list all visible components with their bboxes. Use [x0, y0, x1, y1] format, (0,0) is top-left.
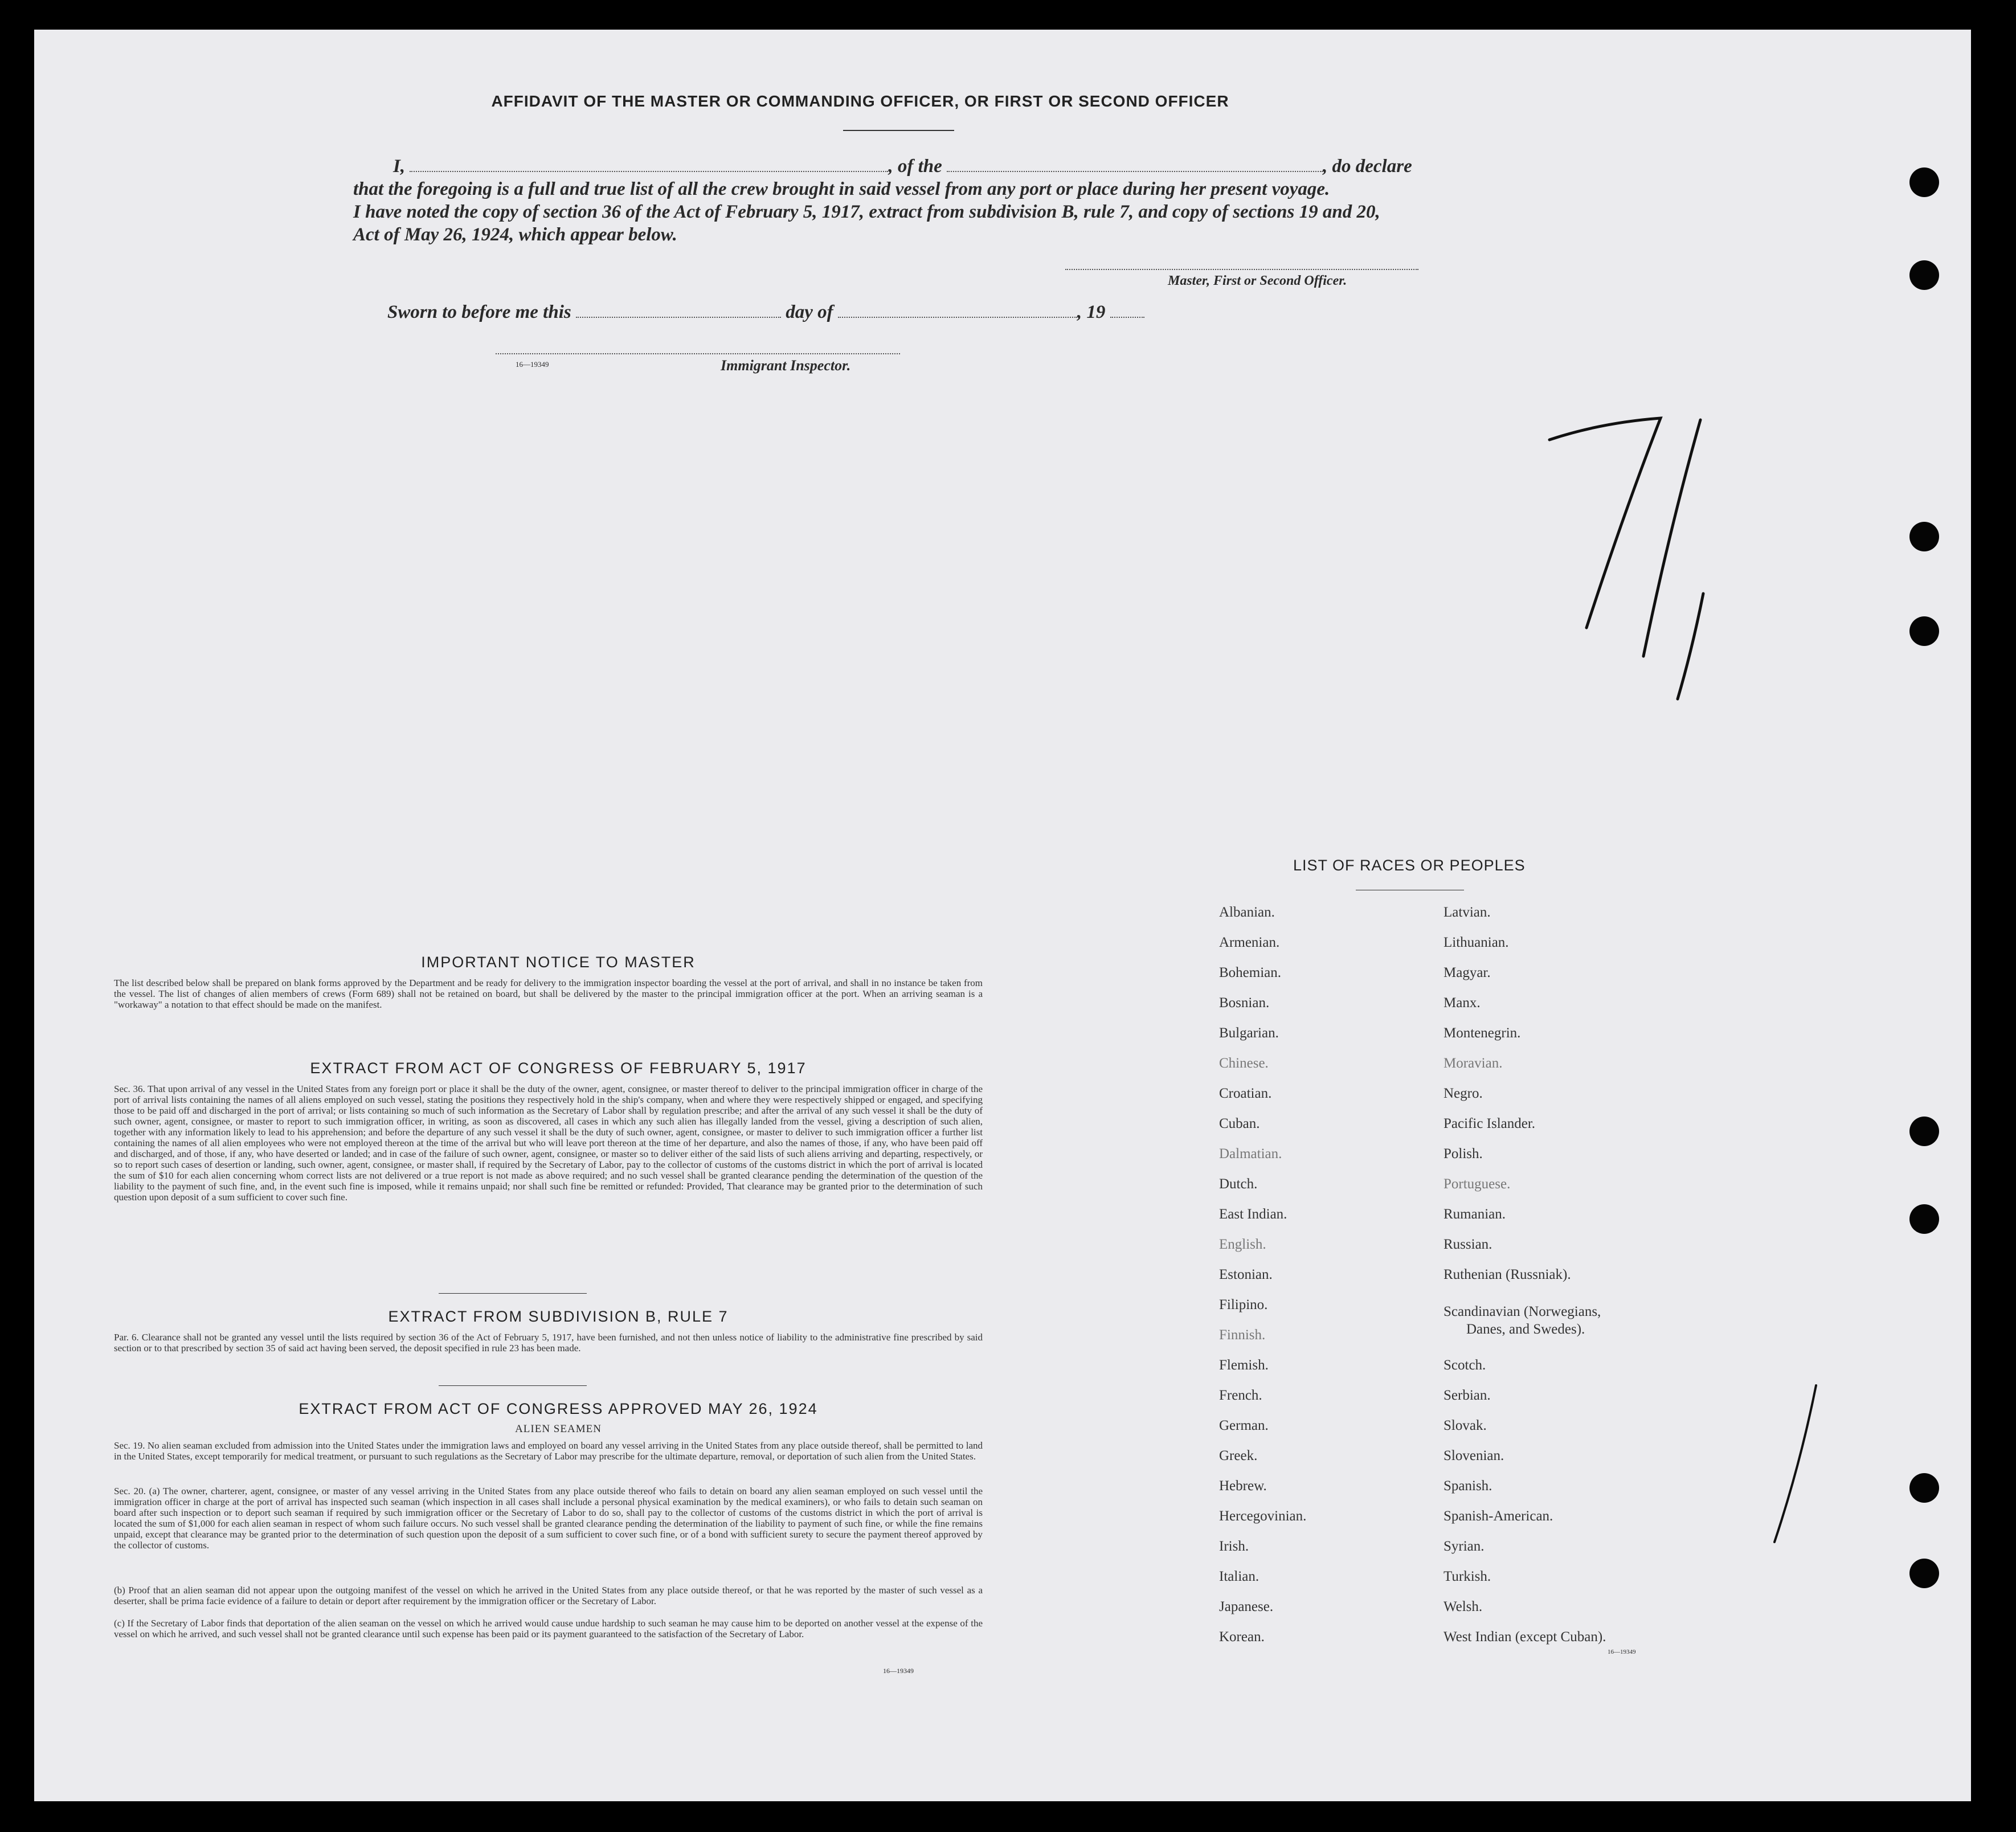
- form-number-bottom-left: 16—19349: [883, 1667, 914, 1675]
- race-item: Ruthenian (Russniak).: [1443, 1267, 1571, 1282]
- race-item: Slovak.: [1443, 1418, 1487, 1433]
- day-of-text: day of: [786, 302, 833, 322]
- name-blank: [410, 171, 888, 172]
- divider-1: [439, 1293, 587, 1294]
- inspector-line: [496, 353, 900, 354]
- race-item: Welsh.: [1443, 1599, 1483, 1614]
- race-item: Korean.: [1219, 1629, 1265, 1645]
- race-item: Dalmatian.: [1219, 1146, 1282, 1162]
- divider-2: [439, 1385, 587, 1386]
- race-item: Negro.: [1443, 1086, 1483, 1101]
- handwritten-number: [1532, 383, 1772, 747]
- race-item: Slovenian.: [1443, 1448, 1504, 1463]
- race-item: German.: [1219, 1418, 1269, 1433]
- affidavit-do-declare: , do declare: [1323, 156, 1412, 177]
- race-item: Estonian.: [1219, 1267, 1273, 1282]
- inspector-label: Immigrant Inspector.: [721, 357, 851, 374]
- punch-hole: [1909, 260, 1939, 290]
- month-blank: [838, 317, 1077, 318]
- race-item: Armenian.: [1219, 935, 1280, 950]
- notice-body: The list described below shall be prepared on blank forms approved by the Department and be ready for delivery to the immigration inspector boarding the vessel at the port of arrival, and shall in no instance be taken from the vessel. The list of changes of alien members of crews (Form 689) shall not be retained on board, but shall be delivered by the master to the principal immigration officer at the port. When an arriving seaman is a "workaway" a notation to that effect should be made on the manifest.: [114, 978, 983, 1010]
- affidavit-i: I,: [393, 156, 406, 177]
- day-blank: [576, 317, 781, 318]
- race-item: West Indian (except Cuban).: [1443, 1629, 1606, 1645]
- extract-1917-body: Sec. 36. That upon arrival of any vessel in the United States from any foreign port or place it shall be the duty of the owner, agent, consignee, or master thereof to deliver to the principal immigration officer in charge of the port of arrival lists containing the names of all aliens employed on such vessel, stating the positions they respectively hold in the ship's company, when and where they were respectively shipped or engaged, and specifying those to be paid off and discharged in the port of arrival; or lists containing so much of such information as the Secretary of Labor shall by regulation prescribe; and after the arrival of any such vessel it shall be the duty of such owner, agent, consignee, or master to report to such immigration officer, in writing, as soon as discovered, all cases in which any such alien has illegally landed from the vessel, giving a description of such alien, together with any information likely to lead to his apprehension; and before the departure of any such vessel it shall be the duty of such owner, agent, consignee, or master to deliver to such immigration officer a further list containing the names of all alien employees who were not employed thereon at the time of the arrival but who will leave port thereon at the time of her departure, and also the names of those, if any, who have been paid off and discharged, and of those, if any, who have deserted or landed; and in case of the failure of such owner, agent, consignee, or master so to deliver either of the said lists of such aliens arriving and departing, respectively, or so to report such cases of desertion or landing, such owner, agent, consignee, or master shall, if required by the Secretary of Labor, pay to the collector of customs of the customs district in which the port of arrival is located the sum of $10 for each alien concerning whom correct lists are not delivered or a true report is not made as above required; and no such vessel shall be granted clearance pending the determination of the question of the liability to the payment of such fine, and, in the event such fine is imposed, while it remains unpaid; nor shall such fine be remitted or refunded: Provided, That clearance may be granted prior to the determination of such question upon deposit of a sum sufficient to cover such fine.: [114, 1083, 983, 1203]
- punch-hole: [1909, 616, 1939, 646]
- sworn-line: [387, 302, 1144, 323]
- affidavit-line-4: Act of May 26, 1924, which appear below.: [353, 224, 677, 245]
- races-title: LIST OF RACES OR PEOPLES: [1293, 857, 1526, 874]
- race-item: Albanian.: [1219, 905, 1275, 920]
- punch-hole: [1909, 1559, 1939, 1588]
- race-item: Syrian.: [1443, 1539, 1485, 1554]
- race-item: Spanish.: [1443, 1478, 1492, 1494]
- document-page: [34, 30, 1971, 1801]
- race-item: East Indian.: [1219, 1207, 1287, 1222]
- affidavit-line-1: [393, 156, 1412, 177]
- affidavit-of-the: , of the: [888, 156, 942, 177]
- race-item: Russian.: [1443, 1237, 1492, 1252]
- race-item: Flemish.: [1219, 1357, 1269, 1373]
- punch-hole: [1909, 1473, 1939, 1503]
- race-item: Hebrew.: [1219, 1478, 1267, 1494]
- race-item: Danes, and Swedes).: [1466, 1322, 1585, 1337]
- extract-1924-title: EXTRACT FROM ACT OF CONGRESS APPROVED MAY 26, 1924: [298, 1400, 818, 1417]
- extract-1924-sec20b: (b) Proof that an alien seaman did not appear upon the outgoing manifest of the vessel on which he arrived in the United States from any place outside thereof, or that he was reported by the master of such vessel as a deserter, shall be prima facie evidence of a failure to detain or deport after requirement by the immigration officer or the Secretary of Labor.: [114, 1585, 983, 1606]
- punch-hole: [1909, 167, 1939, 197]
- race-item: Manx.: [1443, 995, 1481, 1011]
- affidavit-line-3: I have noted the copy of section 36 of the Act of February 5, 1917, extract from subdivision B, rule 7, and copy of sections 19 and 20,: [353, 202, 1380, 222]
- race-item: Finnish.: [1219, 1327, 1266, 1343]
- title-divider: [843, 130, 954, 131]
- affidavit-line-2: that the foregoing is a full and true list of all the crew brought in said vessel from any port or place during her present voyage.: [353, 179, 1330, 199]
- race-item: Magyar.: [1443, 965, 1491, 980]
- race-item: Scotch.: [1443, 1357, 1486, 1373]
- extract-1924-sec20c: (c) If the Secretary of Labor finds that deportation of the alien seaman on the vessel on which he arrived would cause undue hardship to such seaman he may cause him to be deported on another vessel at the expense of the vessel on which he arrived, and such vessel shall not be granted clearance until such expense has been paid or its payment guaranteed to the satisfaction of the Secretary of Labor.: [114, 1618, 983, 1639]
- race-item: Filipino.: [1219, 1297, 1268, 1312]
- extract-1924-sec20a: Sec. 20. (a) The owner, charterer, agent, consignee, or master of any vessel arriving in the United States from any place outside thereof who fails to detain on board any alien seaman employed on such vessel until the immigration officer in charge at the port of arrival has inspected such seaman (which inspection in all cases shall include a personal physical examination by the medical examiners), or who fails to detain such seaman on board after such inspection or to deport such seaman if required by such immigration officer or the Secretary of Labor to do so, shall pay to the collector of customs of the customs district in which the port of arrival is located the sum of $1,000 for each alien seaman in respect of whom such failure occurs. No such vessel shall be granted clearance pending the determination of the liability to payment of such fine, or while the fine remains unpaid, except that clearance may be granted prior to the determination of such question upon the deposit of a sum sufficient to cover such fine, or of a bond with sufficient surety to secure the payment thereof approved by the collector of customs.: [114, 1486, 983, 1551]
- race-item: French.: [1219, 1388, 1262, 1403]
- race-item: Montenegrin.: [1443, 1025, 1521, 1041]
- race-item: Scandinavian (Norwegians,: [1443, 1304, 1601, 1319]
- punch-hole: [1909, 1117, 1939, 1146]
- race-item: Bulgarian.: [1219, 1025, 1279, 1041]
- race-item: Croatian.: [1219, 1086, 1272, 1101]
- race-item: Bohemian.: [1219, 965, 1282, 980]
- race-item: Lithuanian.: [1443, 935, 1509, 950]
- race-item: Japanese.: [1219, 1599, 1274, 1614]
- extract-1917-title: EXTRACT FROM ACT OF CONGRESS OF FEBRUARY 5, 1917: [310, 1060, 807, 1077]
- race-item: Dutch.: [1219, 1176, 1258, 1192]
- race-item: Latvian.: [1443, 905, 1491, 920]
- race-item: Polish.: [1443, 1146, 1483, 1162]
- punch-hole: [1909, 522, 1939, 551]
- race-item: Pacific Islander.: [1443, 1116, 1536, 1131]
- race-item: Italian.: [1219, 1569, 1260, 1584]
- form-number-top: 16—19349: [516, 360, 549, 369]
- punch-hole: [1909, 1204, 1939, 1234]
- race-item: Rumanian.: [1443, 1207, 1506, 1222]
- extract-1924-sec19: Sec. 19. No alien seaman excluded from admission into the United States under the immigration laws and employed on board any vessel arriving in the United States from any place outside thereof, shall be permitted to land in the United States, except temporarily for medical treatment, or pursuant to such regulations as the Secretary of Labor may prescribe for the ultimate departure, removal, or deportation of such alien from the United States.: [114, 1440, 983, 1462]
- race-item: Moravian.: [1443, 1056, 1503, 1071]
- race-item: Chinese.: [1219, 1056, 1269, 1071]
- race-item: Greek.: [1219, 1448, 1258, 1463]
- race-item: Turkish.: [1443, 1569, 1491, 1584]
- vessel-blank: [947, 171, 1323, 172]
- alien-seamen-subtitle: ALIEN SEAMEN: [515, 1423, 602, 1435]
- signature-label: Master, First or Second Officer.: [1168, 273, 1347, 288]
- year-prefix: , 19: [1077, 302, 1106, 322]
- rule7-body: Par. 6. Clearance shall not be granted any vessel until the lists required by section 36 of the Act of February 5, 1917, have been furnished, and not then unless notice of liability to the administrative fine prescribed by said section or to that prescribed by section 35 of said act having been served, the deposit specified in rule 23 has been made.: [114, 1332, 983, 1353]
- pen-stroke: [1760, 1380, 1829, 1551]
- race-item: Serbian.: [1443, 1388, 1491, 1403]
- rule7-title: EXTRACT FROM SUBDIVISION B, RULE 7: [388, 1308, 729, 1325]
- race-item: Portuguese.: [1443, 1176, 1511, 1192]
- race-item: Hercegovinian.: [1219, 1508, 1307, 1524]
- sworn-text: Sworn to before me this: [387, 302, 571, 322]
- affidavit-title: AFFIDAVIT OF THE MASTER OR COMMANDING OFFICER, OR FIRST OR SECOND OFFICER: [491, 92, 1229, 110]
- signature-line: [1065, 269, 1418, 270]
- race-item: Irish.: [1219, 1539, 1249, 1554]
- notice-title: IMPORTANT NOTICE TO MASTER: [421, 954, 696, 971]
- race-item: Spanish-American.: [1443, 1508, 1553, 1524]
- race-item: English.: [1219, 1237, 1266, 1252]
- race-item: Cuban.: [1219, 1116, 1260, 1131]
- race-item: Bosnian.: [1219, 995, 1270, 1011]
- form-number-bottom-right: 16—19349: [1608, 1649, 1636, 1655]
- year-blank: [1110, 317, 1144, 318]
